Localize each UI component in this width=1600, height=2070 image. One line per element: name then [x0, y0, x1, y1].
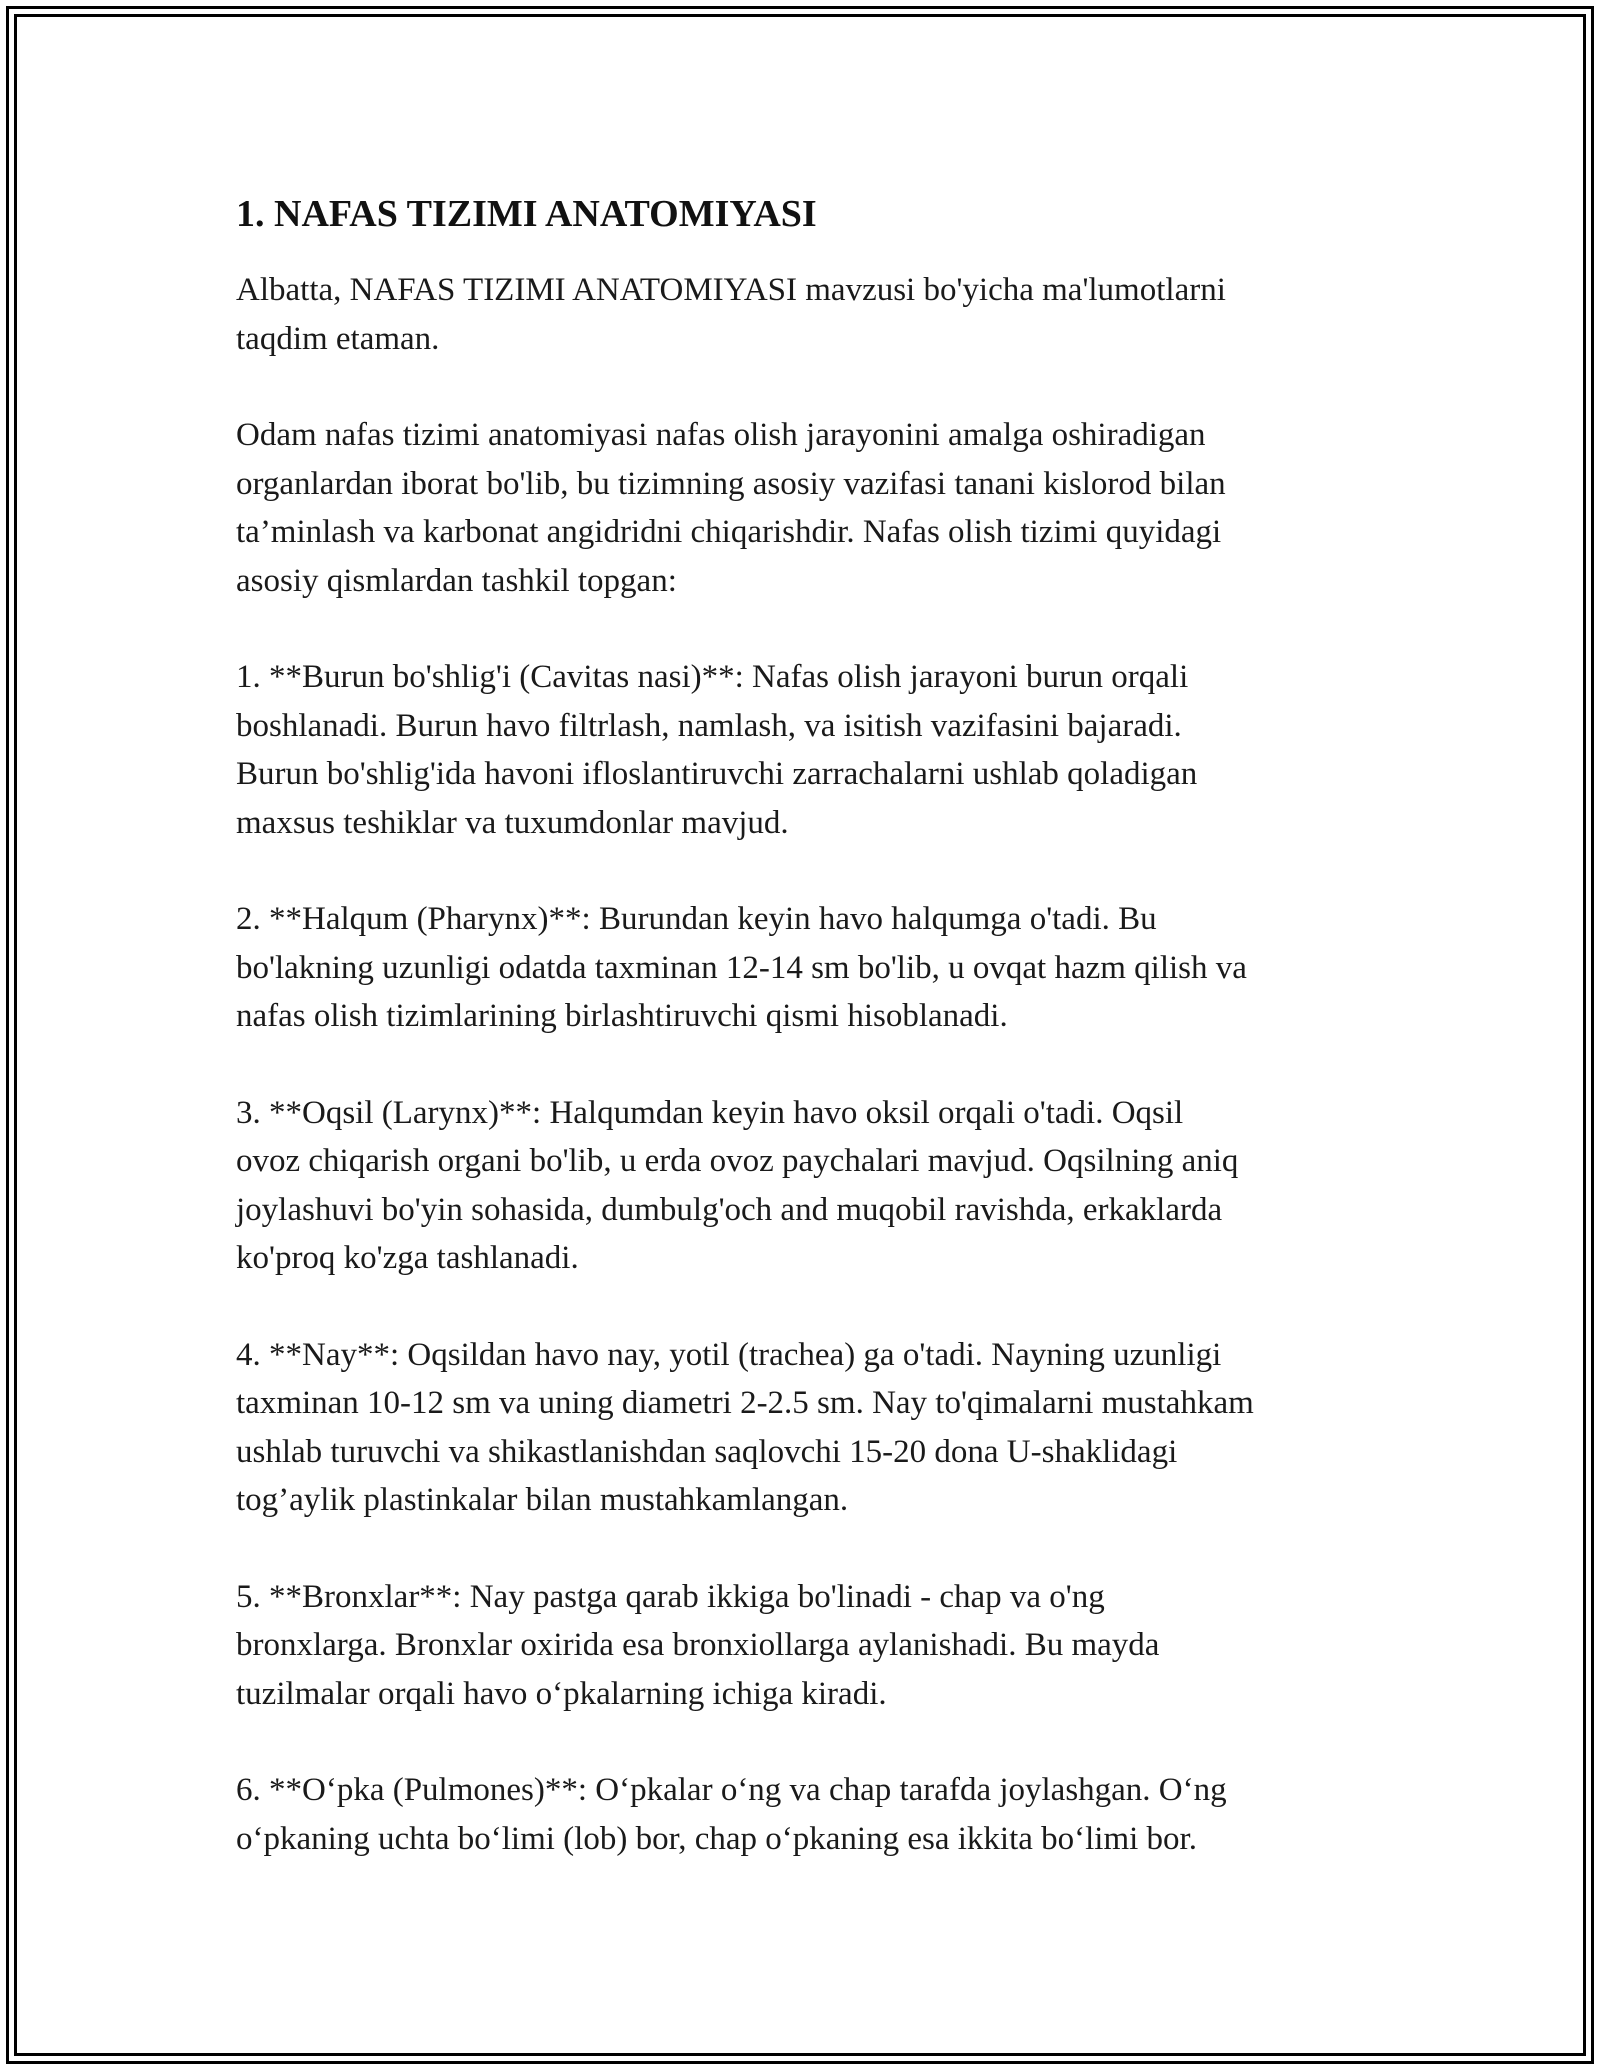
- item-trachea: 4. **Nay**: Oqsildan havo nay, yotil (trachea) ga o'tadi. Nayning uzunligi taxminan 10-12 sm va uning diametri 2-2.5 sm. Nay to'qimalarni mustahkam ushlab turuvchi va shikastlanishdan saqlovchi 15-20 dona U-shaklidagi tog’aylik plastinkalar bilan mustahkamlangan.: [236, 1336, 1254, 1518]
- item-pharynx: 2. **Halqum (Pharynx)**: Burundan keyin havo halqumga o'tadi. Bu bo'lakning uzunligi odatda taxminan 12-14 sm bo'lib, u ovqat hazm qilish va nafas olish tizimlarining birlashtiruvchi qismi hisoblanadi.: [236, 901, 1247, 1034]
- item-nasal-cavity: 1. **Burun bo'shlig'i (Cavitas nasi)**: Nafas olish jarayoni burun orqali boshlanadi. Burun havo filtrlash, namlash, va isitish vazifasini bajaradi. Burun bo'shlig'ida havoni ifloslantiruvchi zarrachalarni ushlab qoladigan maxsus teshiklar va tuxumdonlar mavjud.: [236, 659, 1198, 841]
- document-body: [236, 190, 1376, 1911]
- item-lungs: 6. **O‘pka (Pulmones)**: O‘pkalar o‘ng va chap tarafda joylashgan. O‘ng o‘pkaning uchta bo‘limi (lob) bor, chap o‘pkaning esa ikkita bo‘limi bor.: [236, 1772, 1227, 1857]
- overview-paragraph: Odam nafas tizimi anatomiyasi nafas olish jarayonini amalga oshiradigan organlardan iborat bo'lib, bu tizimning asosiy vazifasi tanani kislorod bilan ta’minlash va karbonat angidridni chiqarishdir. Nafas olish tizimi quyidagi asosiy qismlardan tashkil topgan:: [236, 417, 1226, 599]
- document-title: 1. NAFAS TIZIMI ANATOMIYASI: [236, 193, 817, 235]
- item-bronchi: 5. **Bronxlar**: Nay pastga qarab ikkiga bo'linadi - chap va o'ng bronxlarga. Bronxlar oxirida esa bronxiollarga aylanishadi. Bu mayda tuzilmalar orqali havo o‘pkalarning ichiga kiradi.: [236, 1578, 1160, 1712]
- item-larynx: 3. **Oqsil (Larynx)**: Halqumdan keyin havo oksil orqali o'tadi. Oqsil ovoz chiqarish organi bo'lib, u erda ovoz paychalari mavjud. Oqsilning aniq joylashuvi bo'yin sohasida, dumbulg'och and muqobil ravishda, erkaklarda ko'proq ko'zga tashlanadi.: [236, 1094, 1239, 1276]
- intro-paragraph: Albatta, NAFAS TIZIMI ANATOMIYASI mavzusi bo'yicha ma'lumotlarni taqdim etaman.: [236, 272, 1226, 357]
